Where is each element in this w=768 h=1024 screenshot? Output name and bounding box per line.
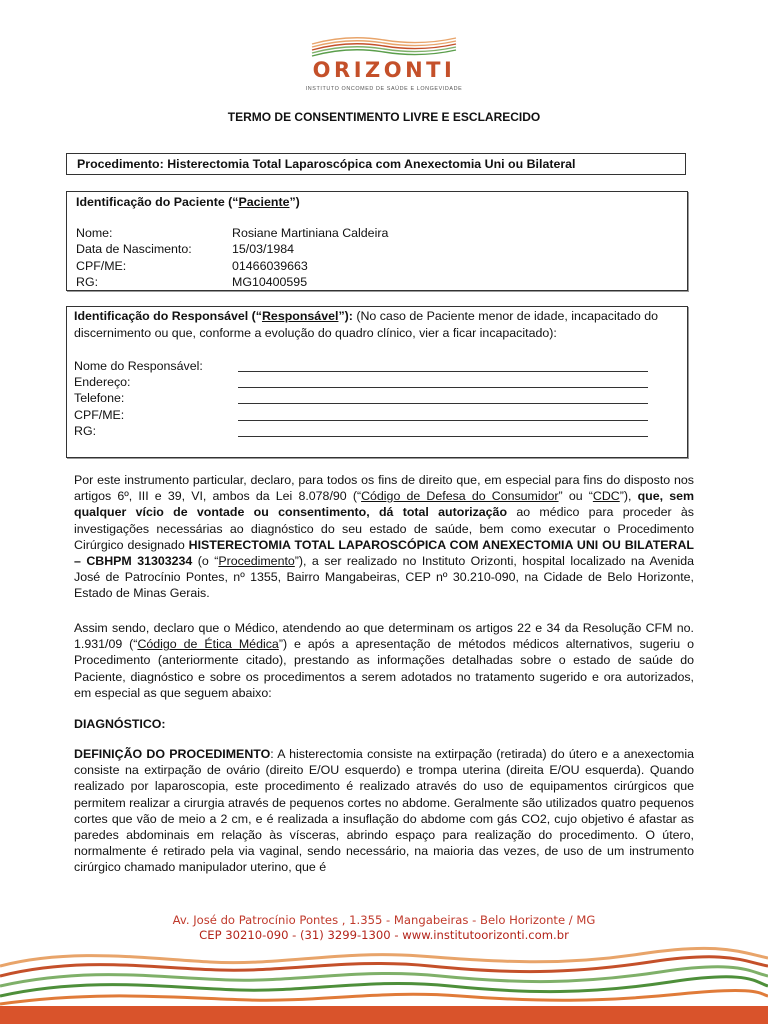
logo-name: ORIZONTI	[312, 58, 456, 82]
patient-heading: Identificação do Paciente (“Paciente”)	[76, 195, 300, 209]
responsible-phone-label: Telefone:	[74, 391, 125, 405]
footer-address: Av. José do Patrocínio Pontes , 1.355 - Mangabeiras - Belo Horizonte / MG	[172, 913, 596, 927]
consent-paragraph: Por este instrumento particular, declaro, para todos os fins de direito que, em especial para fins do disposto nos artigos 6º, III e 39, VI, ambos da Lei 8.078/90 (“Código de Defesa do Consumidor” ou “CDC”), que, sem qualquer vício de vontade ou consentimento, dá total autorização ao médico para proceder às investigações necessárias ao diagnóstico do seu estado de saúde, bem como executar o Procedimento Cirúrgico designado HISTERECTOMIA TOTAL LAPAROSCÓPICA COM ANEXECTOMIA UNI OU BILATERAL – CBHPM 31303234 (o “Procedimento”), a ser realizado no Instituto Orizonti, hospital localizado na Avenida José de Patrocínio Pontes, nº 1355, Bairro Mangabeiras, CEP nº 30.210-090, na Cidade de Belo Horizonte, Estado de Minas Gerais.	[74, 473, 695, 601]
footer-waves-icon	[0, 940, 768, 1024]
responsible-box	[66, 306, 688, 458]
responsible-name-label: Nome do Responsável:	[74, 359, 203, 373]
patient-cpf-label: CPF/ME:	[76, 259, 127, 273]
patient-name-value: Rosiane Martiniana Caldeira	[232, 226, 389, 240]
responsible-address-label: Endereço:	[74, 375, 131, 389]
responsible-heading-note: discernimento ou que, conforme a evolução do quadro clínico, vier a ficar incapacitado):	[74, 326, 557, 340]
responsible-name-field[interactable]	[238, 371, 648, 372]
patient-birth-label: Data de Nascimento:	[76, 242, 192, 256]
procedure-box	[66, 153, 686, 175]
patient-cpf-value: 01466039663	[232, 259, 308, 273]
responsible-rg-label: RG:	[74, 424, 97, 438]
responsible-phone-field[interactable]	[238, 403, 648, 404]
footer-contact: CEP 30210-090 - (31) 3299-1300 - www.institutoorizonti.com.br	[199, 928, 569, 942]
document-title: TERMO DE CONSENTIMENTO LIVRE E ESCLARECIDO	[227, 110, 541, 124]
responsible-heading: Identificação do Responsável (“Responsável”): (No caso de Paciente menor de idade, incapacitado do	[74, 309, 659, 323]
responsible-cpf-field[interactable]	[238, 420, 648, 421]
logo-waves-icon	[308, 32, 460, 60]
responsible-address-field[interactable]	[238, 387, 648, 388]
procedure-label: Procedimento: Histerectomia Total Laparoscópica com Anexectomia Uni ou Bilateral	[77, 157, 576, 171]
responsible-rg-field[interactable]	[238, 436, 648, 437]
patient-birth-value: 15/03/1984	[232, 242, 295, 256]
patient-name-label: Nome:	[76, 226, 113, 240]
diagnostico-heading: DIAGNÓSTICO:	[74, 717, 166, 731]
procedure-definition-paragraph: DEFINIÇÃO DO PROCEDIMENTO: A histerectomia consiste na extirpação (retirada) do útero e a anexectomia consiste na extirpação de ovário (direito E/OU esquerdo) e trompa uterina (direita E/OU esquerda). Quando realizado por laparoscopia, este procedimento é realizado através do uso de equipamentos cirúrgicos que permitem realizar a cirurgia através de pequenos cortes no abdome. Geralmente são utilizados quatro pequenos cortes que vão de meio a 2 cm, e é realizada a insuflação do abdome com gás CO2, cujo objetivo é afastar as paredes abdominais em relação às vísceras, abrindo espaço para realização do procedimento. O útero, normalmente é retirado pela via vaginal, sendo necessário, na maioria das vezes, de uso de um instrumento cirúrgico chamado manipulador uterino, que é	[74, 747, 694, 875]
patient-box	[66, 191, 688, 291]
responsible-cpf-label: CPF/ME:	[74, 408, 125, 422]
logo-tagline: INSTITUTO ONCOMED DE SAÚDE E LONGEVIDADE	[305, 86, 463, 92]
patient-rg-label: RG:	[76, 275, 99, 289]
patient-rg-value: MG10400595	[232, 275, 308, 289]
declaration-paragraph: Assim sendo, declaro que o Médico, atendendo ao que determinam os artigos 22 e 34 da Resolução CFM no. 1.931/09 (“Código de Ética Médica”) e após a apresentação de métodos médicos alternativos, sugeriu o Procedimento (anteriormente citado), prestando as informações detalhadas sobre o estado de saúde do Paciente, diagnóstico e sobre os procedimentos a serem adotados no tratamento sugerido e ora autorizados, em especial as que seguem abaixo:	[74, 621, 694, 700]
